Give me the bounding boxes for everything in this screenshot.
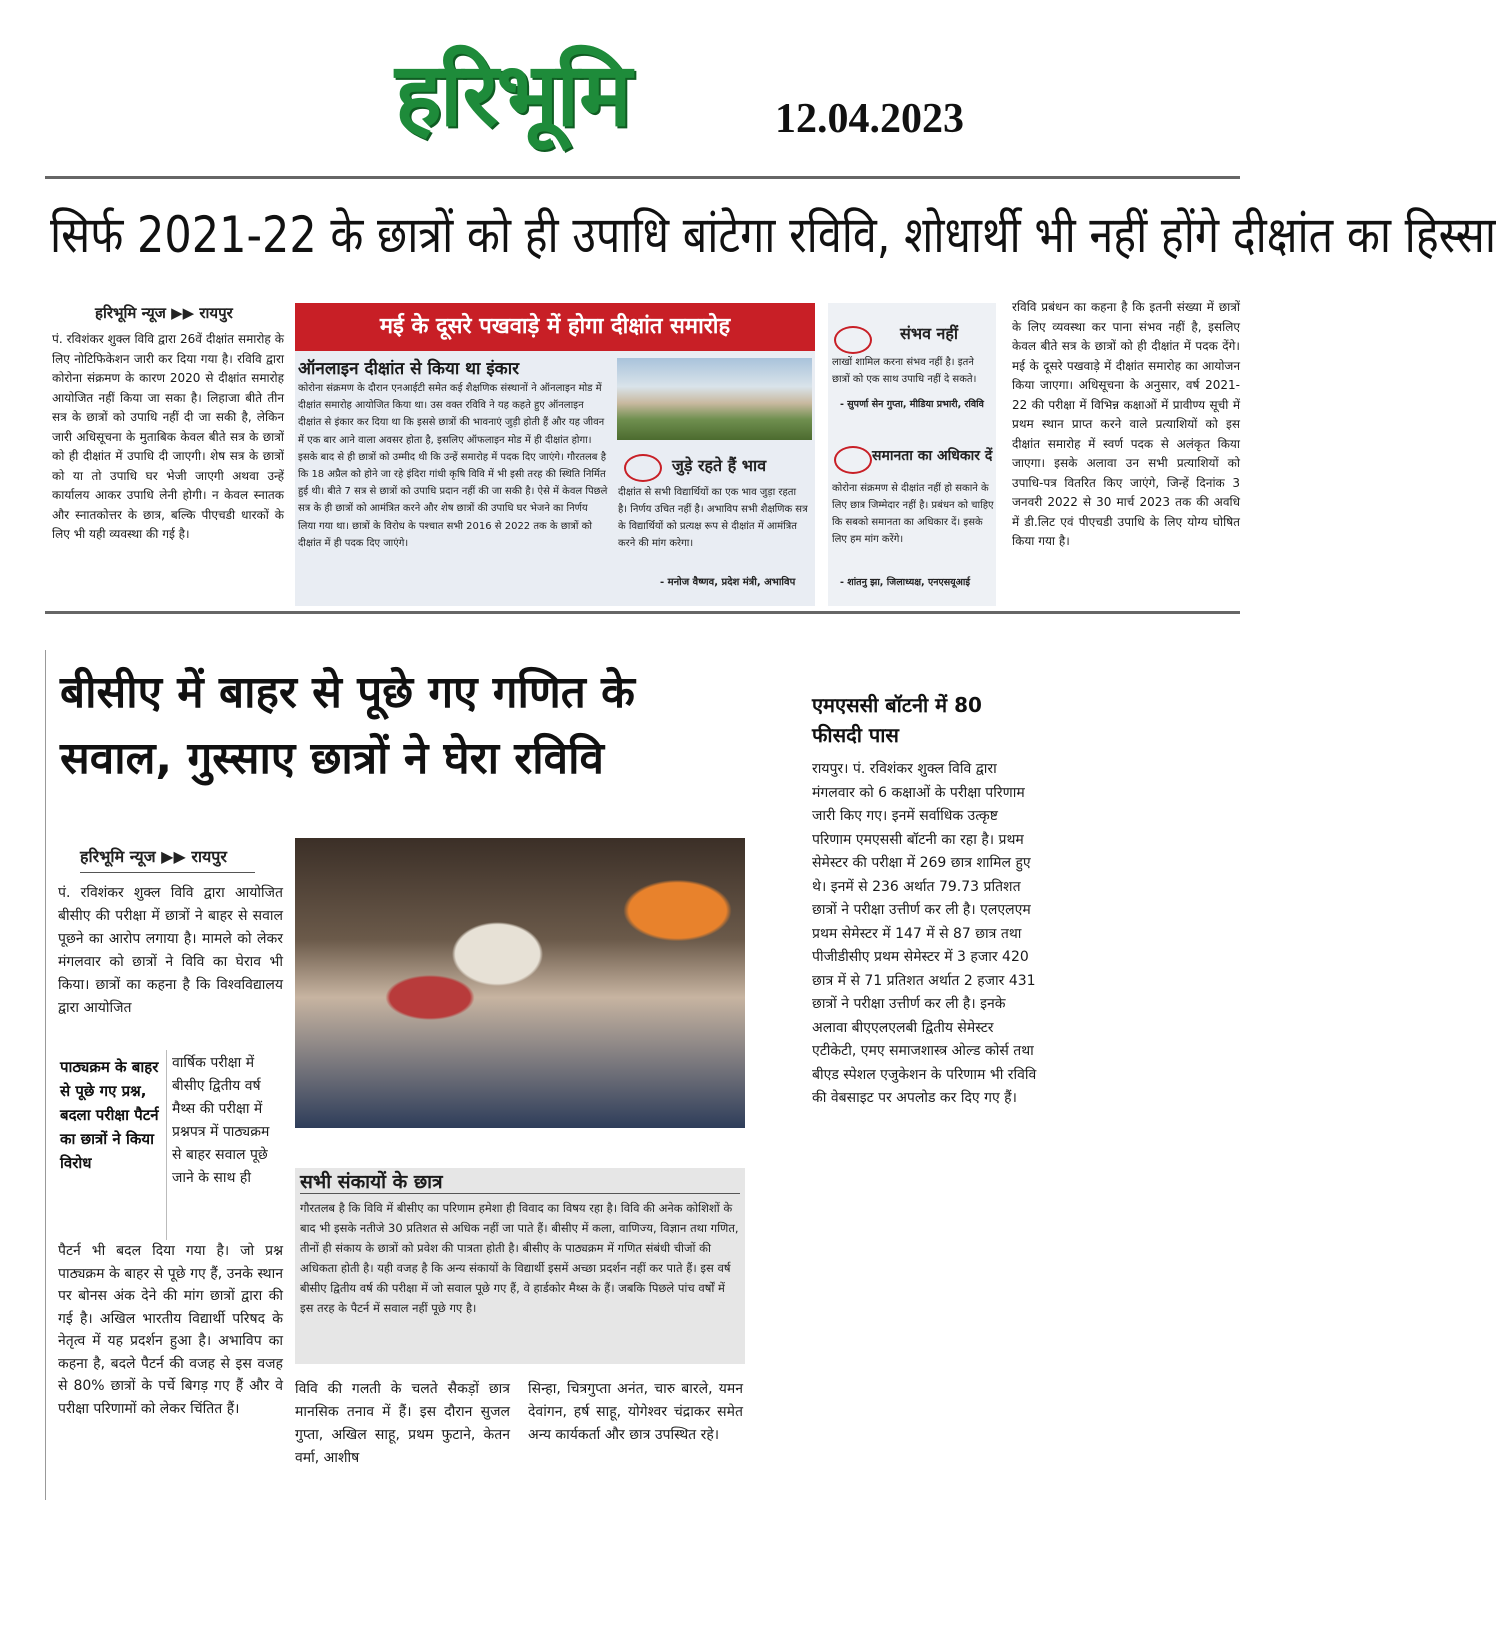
story3-headline: एमएससी बॉटनी में 80 फीसदी पास xyxy=(812,693,982,747)
story2-box-head: सभी संकायों के छात्र xyxy=(300,1171,443,1193)
section-divider xyxy=(45,611,1240,614)
quote3-text: कोरोना संक्रमण से दीक्षांत नहीं हो सकाने के लिए छात्र जिम्मेदार नहीं है। प्रबंधन को चाहिए कि सबको समानता का अधिकार दें। इसके लिए हम मांग करेंगे। xyxy=(832,483,994,545)
story2-box-text: गौरतलब है कि विवि में बीसीए का परिणाम हमेशा ही विवाद का विषय रहा है। विवि की अनेक कोशिशों के बाद भी इसके नतीजे 30 प्रतिशत से अधिक नहीं जा पाते हैं। बीसीए में कला, वाणिज्य, विज्ञान तथा गणित, तीनों ही संकाय के छात्रों को प्रवेश की पात्रता होती है। बीसीए के पाठ्यक्रम में गणित संबंधी चीजों की अधिकता होती है। यही वजह है कि अन्य संकायों के विद्यार्थी इसमें अच्छा प्रदर्शन नहीं कर पाते हैं। इस वर्ष बीसीए द्वितीय वर्ष की परीक्षा में जो सवाल पूछे गए हैं, वे हार्डकोर मैथ्स के हैं। जबकि पिछले पांच वर्षों में इस तरह के पैटर्न में सवाल नहीं पूछे गए है। xyxy=(300,1201,739,1315)
column-rule xyxy=(45,650,46,1500)
quote3-head: समानता का अधिकार दें xyxy=(872,448,993,464)
story1-box-subhead: ऑनलाइन दीक्षांत से किया था इंकार xyxy=(298,359,520,379)
quote2-text: लाखों शामिल करना संभव नहीं है। इतने छात्रों को एक साथ उपाधि नहीं दे सकते। xyxy=(832,357,977,385)
speech-bubble-icon xyxy=(624,454,662,482)
story2-continued: पैटर्न भी बदल दिया गया है। जो प्रश्न पाठ्यक्रम के बाहर से पूछे गए हैं, उनके स्थान पर बोनस अंक देने की मांग छात्रों द्वारा की गई है। अखिल भारतीय विद्यार्थी परिषद के नेतृत्व में यह प्रदर्शन हुआ है। अभाविप का कहना है, बदले पैटर्न की वजह से इस वजह से 80% छात्रों के पर्चे बिगड़ गए हैं और वे परीक्षा परिणामों को लेकर चिंतित हैं। xyxy=(58,1243,283,1417)
story2-bottom-right: सिन्हा, चित्रगुप्ता अनंत, चारु बारले, यमन देवांगन, हर्ष साहू, योगेश्वर चंद्राकर समेत अन्य कार्यकर्ता और छात्र उपस्थित रहे। xyxy=(528,1381,743,1443)
quote3-author: - शांतनु झा, जिलाध्यक्ष, एनएसयूआई xyxy=(840,577,971,588)
story1-box-banner: मई के दूसरे पखवाड़े में होगा दीक्षांत समारोह xyxy=(295,303,815,351)
story2-headline-line1: बीसीए में बाहर से पूछे गए गणित के xyxy=(60,667,635,718)
story2-mid: वार्षिक परीक्षा में बीसीए द्वितीय वर्ष मैथ्स की परीक्षा में प्रश्नपत्र में पाठ्यक्रम से बाहर सवाल पूछे जाने के साथ ही xyxy=(172,1055,270,1186)
story1-lead: पं. रविशंकर शुक्ल विवि द्वारा 26वें दीक्षांत समारोह के लिए नोटिफिकेशन जारी कर दिया गया है। रविवि द्वारा कोरोना संक्रमण के कारण 2020 से दीक्षांत समारोह आयोजित नहीं किया जा सका है। लिहाजा बीते तीन सत्र के छात्रों को उपाधि नहीं दी जा सकी है, लेकिन जारी अधिसूचना के मुताबिक केवल बीते सत्र के छात्रों को ही दीक्षांत में उपाधि दी जाएगी। शेष सत्र के छात्रों को या तो उपाधि घर भेजी जाएगी अथवा उन्हें कार्यालय आकर उपाधि लेनी होगी। न केवल स्नातक और स्नातकोत्तर के छात्र, बल्कि पीएचडी धारकों के लिए भी यही व्यवस्था की गई है। xyxy=(52,332,284,541)
quote2-head: संभव नहीं xyxy=(900,324,959,343)
masthead-divider xyxy=(45,176,1240,179)
students-protest-photo xyxy=(295,838,745,1128)
quote1-head: जुड़े रहते हैं भाव xyxy=(672,456,767,475)
quote2-author: - सुपर्णा सेन गुप्ता, मीडिया प्रभारी, रविवि xyxy=(840,399,984,410)
story1-byline: हरिभूमि न्यूज ▶▶ रायपुर xyxy=(95,304,233,322)
story2-bottom-left: विवि की गलती के चलते सैकड़ों छात्र मानसिक तनाव में हैं। इस दौरान सुजल गुप्ता, अखिल साहू, प्रथम फुटाने, केतन वर्मा, आशीष xyxy=(295,1381,510,1466)
story2-lead: पं. रविशंकर शुक्ल विवि द्वारा आयोजित बीसीए की परीक्षा में छात्रों ने बाहर से सवाल पूछने का आरोप लगाया है। मामले को लेकर मंगलवार को छात्रों ने विवि का घेराव भी किया। छात्रों का कहना है कि विश्वविद्यालय द्वारा आयोजित xyxy=(58,885,283,1016)
story2-byline: हरिभूमि न्यूज ▶▶ रायपुर xyxy=(80,847,227,866)
story2-pull-quote: पाठ्यक्रम के बाहर से पूछे गए प्रश्न, बदला परीक्षा पैटर्न का छात्रों ने किया विरोध xyxy=(60,1058,159,1172)
story1-box-text: कोरोना संक्रमण के दौरान एनआईटी समेत कई शैक्षणिक संस्थानों ने ऑनलाइन मोड में दीक्षांत समारोह आयोजित किया था। उस वक्त रविवि ने यह कहते हुए ऑनलाइन दीक्षांत से इंकार कर दिया था कि इससे छात्रों की भावनाएं जुड़ी होती हैं और यह जीवन में एक बार आने वाला अवसर होता है, इसलिए ऑफलाइन मोड में ही दीक्षांत होगा। इसके बाद से ही छात्रों को उम्मीद थी कि उन्हें समारोह में पदक दिए जाएंगे। गौरतलब है कि 18 अप्रैल को होने जा रहे इंदिरा गांधी कृषि विवि में भी इसी तरह की स्थिति निर्मित हुई थी। बीते 7 सत्र से छात्रों को उपाधि प्रदान नहीं की जा सकी है। ऐसे में केवल पिछले सत्र के ही छात्रों को आमंत्रित करने और शेष छात्रों की उपाधि घर भेजने का निर्णय लिया गया था। छात्रों के विरोध के पश्चात सभी 2016 से 2022 तक के छात्रों को दीक्षांत में ही पदक दिए जाएंगे। xyxy=(298,383,608,549)
story1-headline: सिर्फ 2021-22 के छात्रों को ही उपाधि बांटेगा रविवि, शोधार्थी भी नहीं होंगे दीक्षांत का हिस्सा xyxy=(50,206,1496,264)
story3-text: रायपुर। पं. रविशंकर शुक्ल विवि द्वारा मंगलवार को 6 कक्षाओं के परीक्षा परिणाम जारी किए गए। इनमें सर्वाधिक उत्कृष्ट परिणाम एमएससी बॉटनी का रहा है। प्रथम सेमेस्टर की परीक्षा में 269 छात्र शामिल हुए थे। इनमें से 236 अर्थात 79.73 प्रतिशत छात्रों ने परीक्षा उत्तीर्ण कर ली है। एलएलएम प्रथम सेमेस्टर में 147 में से 87 छात्र तथा पीजीडीसीए प्रथम सेमेस्टर में 3 हजार 420 छात्र में से 71 प्रतिशत अर्थात 2 हजार 431 छात्रों ने परीक्षा उत्तीर्ण कर ली है। इनके अलावा बीएएलएलबी द्वितीय सेमेस्टर एटीकेटी, एमए समाजशास्त्र ओल्ड कोर्स तथा बीएड स्पेशल एजुकेशन के परिणाम भी रविवि की वेबसाइट पर अपलोड कर दिए गए हैं। xyxy=(812,761,1037,1106)
box-head-rule xyxy=(300,1193,740,1194)
story2-headline xyxy=(60,660,800,792)
speech-bubble-icon xyxy=(834,446,872,474)
university-building-photo xyxy=(617,358,812,440)
quote1-text: दीक्षांत से सभी विद्यार्थियों का एक भाव जुड़ा रहता है। निर्णय उचित नहीं है। अभाविप सभी शैक्षणिक सत्र के विद्यार्थियों को प्रत्यक्ष रूप से दीक्षांत में आमंत्रित करने की मांग करेगा। xyxy=(618,487,808,549)
quote1-author: - मनोज वैष्णव, प्रदेश मंत्री, अभाविप xyxy=(660,577,796,588)
masthead-logo: हरिभूमि xyxy=(395,43,630,146)
story2-headline-line2: सवाल, गुस्साए छात्रों ने घेरा रविवि xyxy=(60,733,604,784)
story1-right-column: रविवि प्रबंधन का कहना है कि इतनी संख्या में छात्रों के लिए व्यवस्था कर पाना संभव नहीं है, इसलिए केवल बीते सत्र के छात्रों को ही दीक्षांत में पदक देंगे। मई के दूसरे पखवाड़े में दीक्षांत समारोह का आयोजन किया जाएगा। अधिसूचना के अनुसार, वर्ष 2021-22 की परीक्षा में विभिन्न कक्षाओं में प्रावीण्य सूची में प्रथम स्थान प्राप्त करने वाले प्रत्याशियों को इस दीक्षांत समारोह में स्वर्ण पदक से अलंकृत किया जाएगा। इसके अलावा उन सभी प्रत्याशियों को उपाधि-पत्र वितरित किए जाएंगे, जिन्हें दिनांक 3 जनवरी 2022 से 30 मार्च 2023 तक की अवधि में डी.लिट एवं पीएचडी उपाधि के लिए योग्य घोषित किया गया है। xyxy=(1012,300,1240,548)
byline-rule xyxy=(80,872,255,873)
speech-bubble-icon xyxy=(834,326,872,354)
issue-date: 12.04.2023 xyxy=(775,96,964,142)
